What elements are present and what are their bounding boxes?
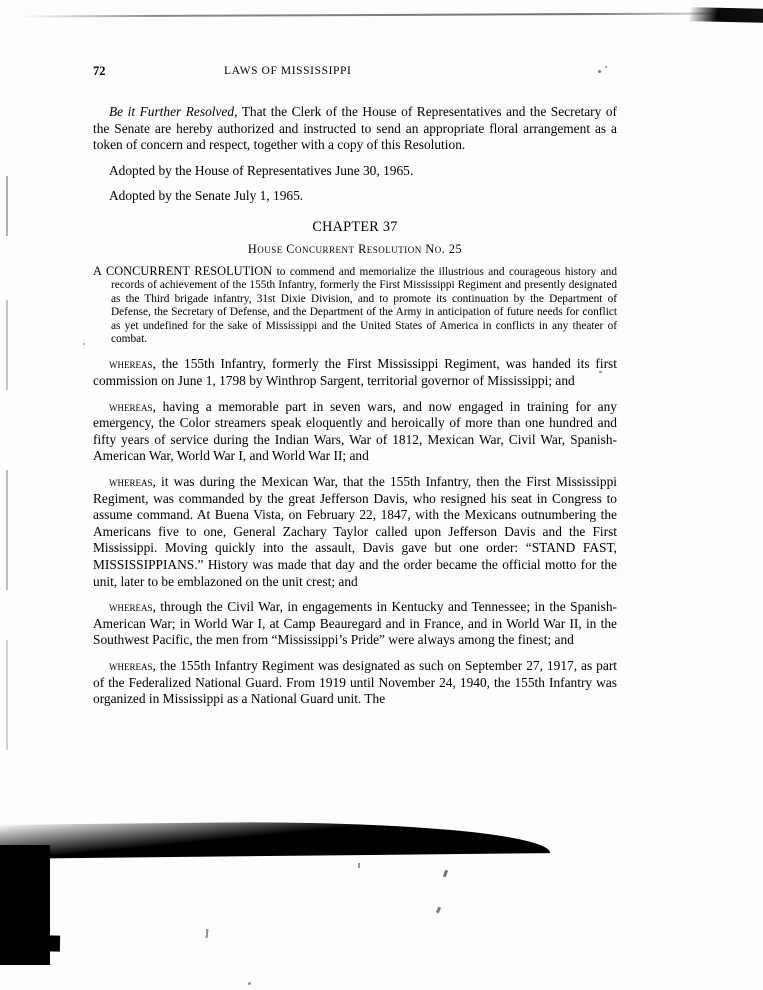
paragraph-whereas-1: [93, 356, 617, 389]
scan-artifact-left-mark: [6, 470, 8, 590]
whereas-text-1: the 155th Infantry, formerly the First Mississippi Regiment, was handed its first commission on June 1, 1798 by Winthrop Sargent, territorial governor of Mississippi; and: [93, 356, 617, 388]
whereas-text-4: through the Civil War, in engagements in Kentucky and Tennessee; in the Spanish-American War; in World War I, at Camp Beauregard and in France, and in World War II, in the Southwest Pacific, the men from “Mississippi’s Pride” were always among the finest; and: [93, 599, 617, 648]
chapter-heading: CHAPTER 37: [312, 218, 398, 235]
resolution-heading-text: House Concurrent Resolution No. 25: [247, 241, 463, 256]
page-text-column: [93, 64, 617, 717]
preamble-text: to commend and memorialize the illustrious and courageous history and records of achievement of the 155th Infantry, formerly the First Mississippi Regiment and presently designated as the Third brigade infantry, 31st Dixie Division, and to promote its continuation by the Department of Defense, the Secretary of Defense, and the Department of the Army in anticipation of future needs for conflict as yet undefined for the sake of Mississippi and the United States of America in conflicts in any theater of combat.: [111, 265, 617, 345]
paragraph-whereas-4: [93, 599, 617, 649]
whereas-text-5: the 155th Infantry Regiment was designated as such on September 27, 1917, as part of the Federalized National Guard. From 1919 until November 24, 1940, the 155th Infantry was organized in Mississippi as a National Guard unit. The: [93, 657, 617, 707]
preamble-block: [93, 265, 617, 346]
whereas-text-2: having a memorable part in seven wars, and now engaged in training for any emergency, the Color streamers speak eloquently and heroically of more than one hundred and fifty years of service during the Indian Wars, War of 1812, Mexican War, Civil War, Spanish-American War, World War I, and World War II; and: [93, 398, 617, 464]
scan-artifact-left-mark: [6, 176, 8, 236]
paragraph-further-resolved: [93, 104, 617, 154]
whereas-lead-4: whereas,: [109, 599, 156, 615]
resolved-lead: Be it Further Resolved,: [109, 104, 238, 119]
preamble-lead: A CONCURRENT RESOLUTION: [93, 263, 273, 278]
whereas-lead-1: whereas,: [109, 356, 156, 372]
whereas-lead-5: whereas,: [109, 657, 156, 673]
scan-artifact-bottom-smear: [30, 845, 44, 940]
scan-artifact-speck: [436, 907, 441, 914]
scan-artifact-speck: [248, 982, 251, 985]
whereas-text-3: it was during the Mexican War, that the 155th Infantry, then the First Mississippi Regiment, was commanded by the great Jefferson Davis, who resigned his seat in Congress to assume command. At Buena Vista, on February 22, 1847, with the Mexicans outnumbering the Americans five to one, General Zachary Taylor called upon Jefferson Davis and the First Mississippi. Moving quickly into the assault, Davis gave but one order: “STAND FAST, MISSISSIPPIANS.” History was made that day and the order became the official motto for the unit, later to be emblazoned on the unit crest; and: [93, 473, 617, 589]
paragraph-adopted-senate: Adopted by the Senate July 1, 1965.: [109, 188, 304, 204]
scan-artifact-speck: [358, 863, 360, 868]
preamble-inner: [93, 263, 617, 346]
scan-artifact-speck: [83, 343, 85, 345]
scan-artifact-speck: [206, 929, 209, 938]
scan-artifact-top-edge: [18, 12, 718, 17]
paragraph-adopted-house: Adopted by the House of Representatives June 30, 1965.: [109, 162, 414, 178]
paragraph-whereas-3: [93, 474, 617, 590]
scan-artifact-bottom-smear: [0, 819, 550, 859]
scan-artifact-left-mark: [6, 300, 8, 390]
resolution-heading: [93, 242, 617, 257]
scan-artifact-speck: [443, 870, 448, 878]
whereas-lead-2: whereas,: [109, 398, 156, 414]
scan-artifact-bottom-smear: [0, 934, 60, 951]
page-header: [93, 64, 617, 86]
scan-artifact-top-wedge: [690, 7, 763, 23]
whereas-lead-3: whereas,: [109, 473, 156, 489]
scan-artifact-left-mark: [6, 640, 8, 750]
resolved-text: That the Clerk of the House of Representatives and the Secretary of the Senate are hereby authorized and instructed to send an appropriate floral arrangement as a token of concern and respect, together with a copy of this Resolution.: [93, 104, 618, 153]
running-head: LAWS OF MISSISSIPPI: [224, 65, 352, 77]
page-number: 72: [93, 64, 106, 78]
paragraph-whereas-5: [93, 658, 617, 708]
paragraph-whereas-2: [93, 399, 617, 465]
